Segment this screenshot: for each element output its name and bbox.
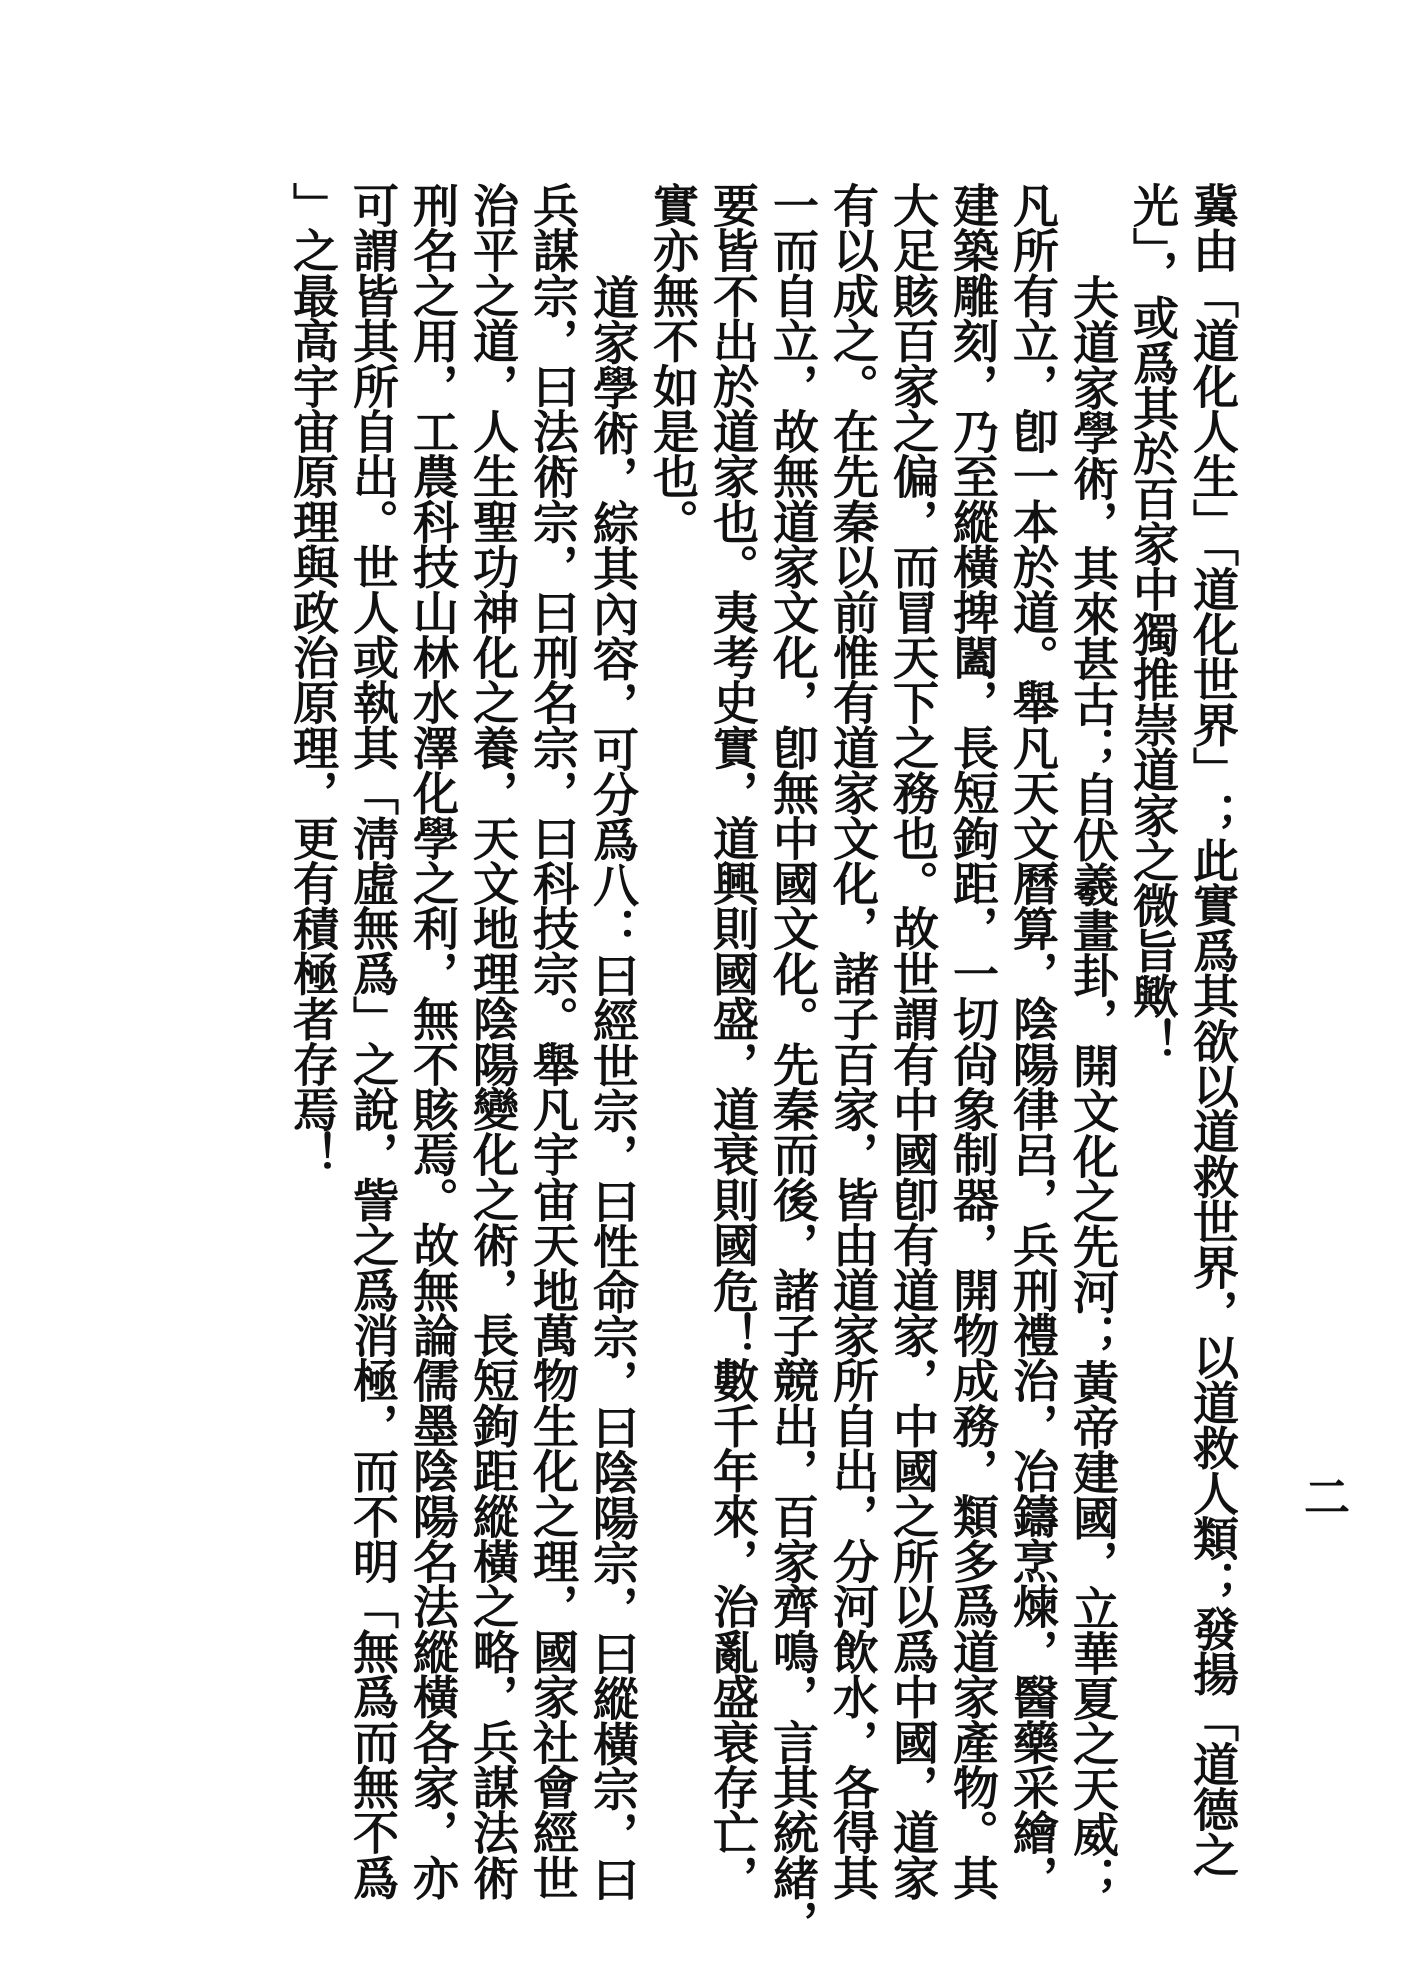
text-column-12: 兵謀宗，曰法術宗，曰刑名宗，曰科技宗。舉凡宇宙天地萬物生化之理，國家社會經世 <box>526 182 580 1900</box>
text-column-15: 可謂皆其所自出。世人或執其「淸虛無爲」之說，訾之爲消極，而不明「無爲而無不爲 <box>346 182 400 1900</box>
text-column-16: 」之最高宇宙原理與政治原理，更有積極者存焉！ <box>286 182 340 1177</box>
text-column-4: 凡所有立，卽一本於道。舉凡天文曆算，陰陽律呂，兵刑禮治，冶鑄烹煉，醫藥采繪， <box>1006 182 1060 1900</box>
text-column-11: 道家學術，綜其內容，可分爲八：曰經世宗，曰性命宗，曰陰陽宗，曰縱橫宗，曰 <box>586 274 640 1902</box>
text-column-6: 大足賅百家之偏，而冒天下之務也。故世謂有中國卽有道家，中國之所以爲中國，道家 <box>886 182 940 1900</box>
vertical-text-block <box>283 182 1243 1952</box>
text-column-1: 冀由「道化人生」「道化世界」；此實爲其欲以道救世界，以道救人類；發揚「道德之 <box>1186 182 1240 1877</box>
text-column-5: 建築雕刻，乃至縱橫捭闔，長短鉤距，一切尙象制器，開物成務，類多爲道家產物。其 <box>946 182 1000 1900</box>
text-column-13: 治平之道，人生聖功神化之養，天文地理陰陽變化之術，長短鉤距縱橫之略，兵謀法術 <box>466 182 520 1900</box>
text-column-10: 實亦無不如是也。 <box>646 182 700 544</box>
text-column-14: 刑名之用，工農科技山林水澤化學之利，無不賅焉。故無論儒墨陰陽名法縱橫各家，亦 <box>406 182 460 1900</box>
text-column-7: 有以成之。在先秦以前惟有道家文化，諸子百家，皆由道家所自出，分河飲水，各得其 <box>826 182 880 1900</box>
page-number: 二 <box>1297 1473 1351 1519</box>
text-column-2: 光」，或爲其於百家中獨推崇道家之微旨歟！ <box>1126 182 1180 1064</box>
text-column-8: 一而自立，故無道家文化，卽無中國文化。先秦而後，諸子競出，百家齊鳴，言其統緒， <box>766 182 820 1945</box>
text-column-3: 夫道家學術，其來甚古；自伏羲畫卦，開文化之先河；黃帝建國，立華夏之天威； <box>1066 274 1120 1902</box>
text-column-9: 要皆不出於道家也。夷考史實，道興則國盛，道衰則國危！數千年來，治亂盛衰存亡， <box>706 182 760 1900</box>
